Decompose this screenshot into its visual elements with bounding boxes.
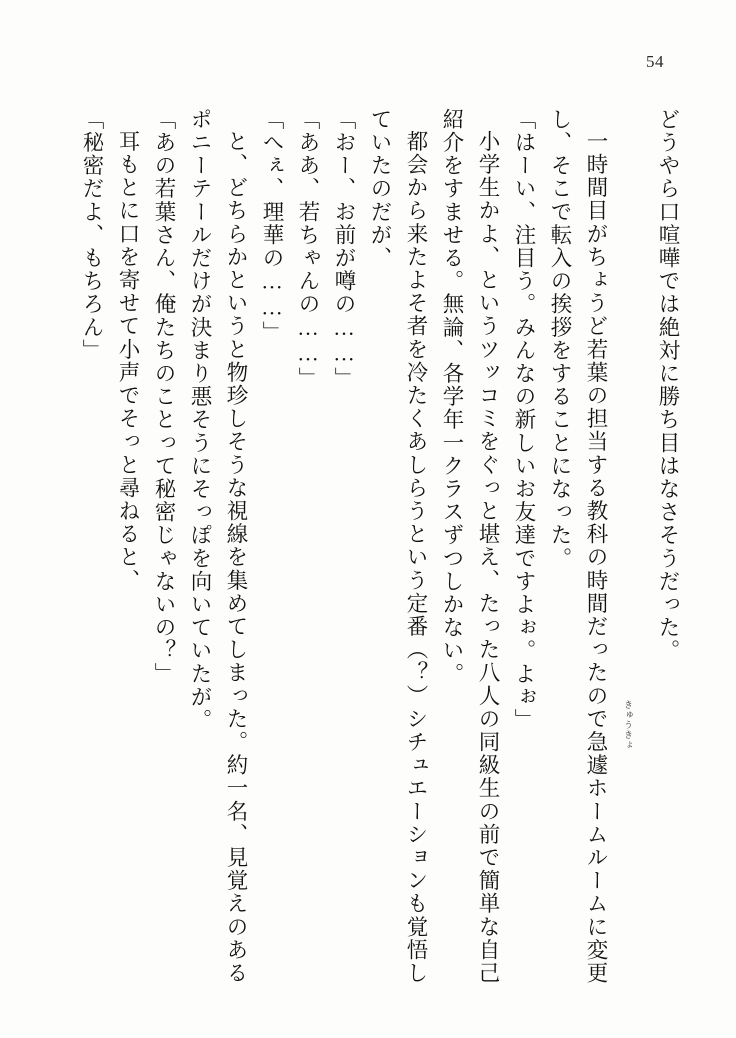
text-line: し、そこで転入の挨拶をすることになった。 [548, 108, 572, 570]
text-line: ていたのだが、 [368, 108, 392, 270]
text-line: 「おー、お前が噂の……」 [332, 108, 356, 391]
text-line: と、どちらかというと物珍しそうな視線を集めてしまった。約一名、見覚えのある [224, 130, 248, 985]
text-line: 紹介をすませる。無論、各学年一クラスずつしかない。 [440, 108, 464, 686]
text-line: 耳もとに口を寄せて小声でそっと尋ねると、 [116, 130, 140, 592]
text-line: 「秘密だよ、もちろん」 [80, 108, 104, 363]
text-line: 「はーい、注目う。みんなの新しいお友達ですよぉ。よぉ」 [512, 108, 536, 732]
text-line: 小学生かよ、というツッコミをぐっと堪え、たった八人の同級生の前で簡単な自己 [476, 130, 500, 985]
text-line [606, 108, 642, 938]
text-line: 「へぇ、理華の……」 [260, 108, 284, 344]
vertical-text-body [58, 108, 680, 985]
text-line: 「ああ、若ちゃんの……」 [296, 108, 320, 391]
text-line: どうやら口喧嘩では絶対に勝ち目はなさそうだった。 [656, 108, 680, 663]
text-line: ポニーテールだけが決まり悪そうにそっぽを向いていたが。 [188, 108, 212, 732]
ruby-annotation: きゅうきょ [623, 700, 633, 750]
text-line: 一時間目がちょうど若葉の担当する教科の時間だったので急遽ホームルームに変更 [584, 130, 608, 985]
text-line: 「あの若葉さん、俺たちのことって秘密じゃないの？」 [152, 108, 176, 686]
text-line: 都会から来たよそ者を冷たくあしらうという定番（？）シチュエーションも覚悟し [404, 130, 428, 985]
page-number: 54 [646, 52, 664, 71]
